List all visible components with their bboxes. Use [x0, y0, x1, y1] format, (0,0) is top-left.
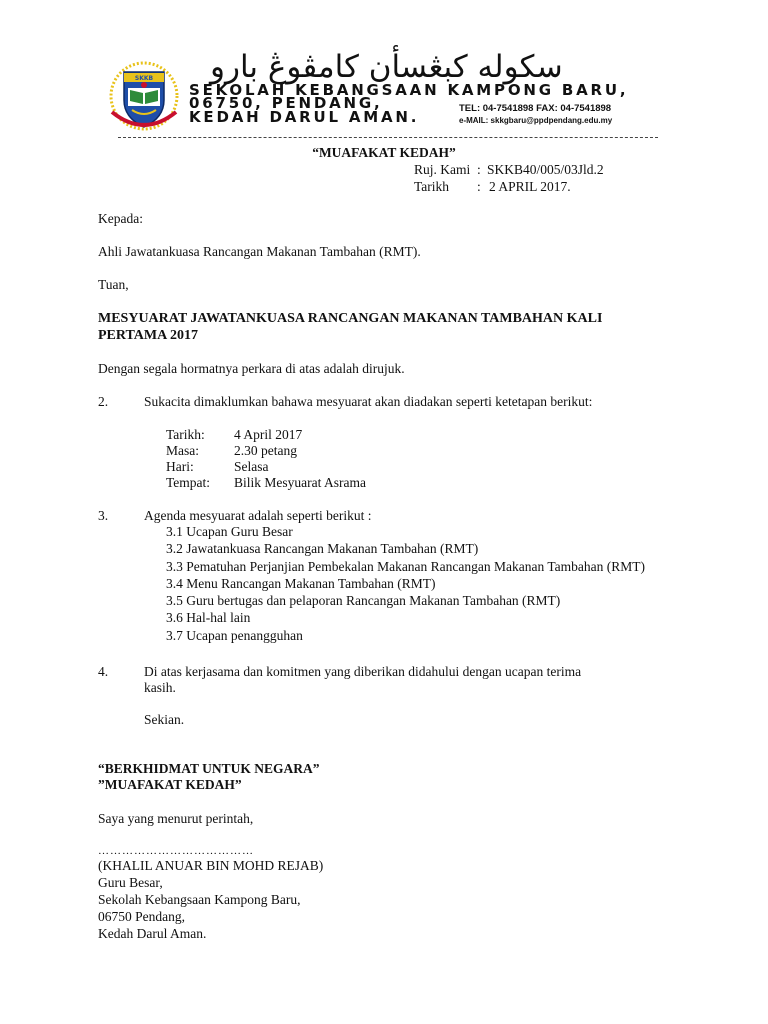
- detail-label-hari: Hari:: [166, 459, 194, 474]
- school-logo: [106, 60, 182, 132]
- date-colon: :: [477, 179, 481, 194]
- para3-number: 3.: [98, 508, 109, 523]
- subject-line-2: PERTAMA 2017: [98, 328, 198, 343]
- detail-label-masa: Masa:: [166, 443, 199, 458]
- agenda-item: 3.7 Ucapan penangguhan: [166, 627, 303, 643]
- signatory-school: Sekolah Kebangsaan Kampong Baru,: [98, 892, 301, 907]
- subject-line-1: MESYUARAT JAWATANKUASA RANCANGAN MAKANAN TAMBAHAN KALI: [98, 311, 603, 326]
- school-postcode: 06750, PENDANG,: [189, 94, 383, 112]
- salutation: Tuan,: [98, 277, 129, 292]
- para2-number: 2.: [98, 394, 109, 409]
- school-name-jawi: سکوله کبڠسأن کامڤوڠ بارو: [210, 49, 563, 85]
- agenda-item: 3.3 Pematuhan Perjanjian Pembekalan Makanan Rancangan Makanan Tambahan (RMT): [166, 558, 646, 574]
- detail-label-tempat: Tempat:: [166, 475, 211, 490]
- kepada-label: Kepada:: [98, 211, 143, 226]
- detail-value-masa: 2.30 petang: [234, 443, 297, 458]
- agenda-item: 3.2 Jawatankuasa Rancangan Makanan Tambahan (RMT): [166, 541, 479, 557]
- signatory-title: Guru Besar,: [98, 875, 163, 890]
- logo-text: SKKB: [134, 75, 154, 82]
- detail-value-tarikh: 4 April 2017: [234, 427, 303, 442]
- school-state: KEDAH DARUL AMAN.: [189, 108, 420, 126]
- para3-text: Agenda mesyuarat adalah seperti berikut :: [144, 508, 372, 523]
- agenda-item: 3.6 Hal-hal lain: [166, 610, 251, 626]
- detail-value-tempat: Bilik Mesyuarat Asrama: [234, 475, 366, 490]
- detail-value-hari: Selasa: [234, 459, 269, 474]
- date-label: Tarikh: [414, 179, 450, 194]
- letterhead-divider: [118, 137, 658, 138]
- signatory-postcode: 06750 Pendang,: [98, 909, 185, 924]
- para4-number: 4.: [98, 664, 109, 679]
- signatory-name: (KHALIL ANUAR BIN MOHD REJAB): [98, 858, 324, 873]
- sekian: Sekian.: [144, 712, 185, 727]
- recipient-name: Ahli Jawatankuasa Rancangan Makanan Tambahan (RMT).: [98, 244, 421, 259]
- detail-label-tarikh: Tarikh:: [166, 427, 205, 442]
- agenda-item: 3.5 Guru bertugas dan pelaporan Rancangan Makanan Tambahan (RMT): [166, 593, 561, 609]
- date-value: 2 APRIL 2017.: [489, 179, 571, 194]
- para4-line-2: kasih.: [144, 680, 176, 695]
- ref-value: SKKB40/005/03Jld.2: [487, 162, 604, 177]
- motto-berkhidmat: “BERKHIDMAT UNTUK NEGARA”: [98, 761, 320, 776]
- motto-muafakat: ”MUAFAKAT KEDAH”: [98, 777, 242, 792]
- school-name: SEKOLAH KEBANGSAAN KAMPONG BARU,: [189, 81, 629, 99]
- saya-menurut-perintah: Saya yang menurut perintah,: [98, 811, 254, 826]
- agenda-item: 3.1 Ucapan Guru Besar: [166, 524, 293, 539]
- agenda-list: [166, 524, 645, 645]
- ref-colon: :: [477, 162, 481, 177]
- para4-line-1: Di atas kerjasama dan komitmen yang diberikan didahului dengan ucapan terima: [144, 664, 582, 679]
- phone-fax: TEL: 04-7541898 FAX: 04-7541898: [459, 103, 612, 114]
- signatory-state: Kedah Darul Aman.: [98, 926, 207, 941]
- ref-label: Ruj. Kami: [414, 162, 471, 177]
- motto-top: “MUAFAKAT KEDAH”: [312, 145, 456, 160]
- intro-paragraph: Dengan segala hormatnya perkara di atas adalah dirujuk.: [98, 361, 405, 376]
- para2-text: Sukacita dimaklumkan bahawa mesyuarat akan diadakan seperti ketetapan berikut:: [144, 394, 593, 409]
- signature-line: …………………………………: [98, 845, 254, 857]
- email-address: e-MAIL: skkgbaru@ppdpendang.edu.my: [459, 116, 613, 125]
- agenda-item: 3.4 Menu Rancangan Makanan Tambahan (RMT): [166, 575, 436, 591]
